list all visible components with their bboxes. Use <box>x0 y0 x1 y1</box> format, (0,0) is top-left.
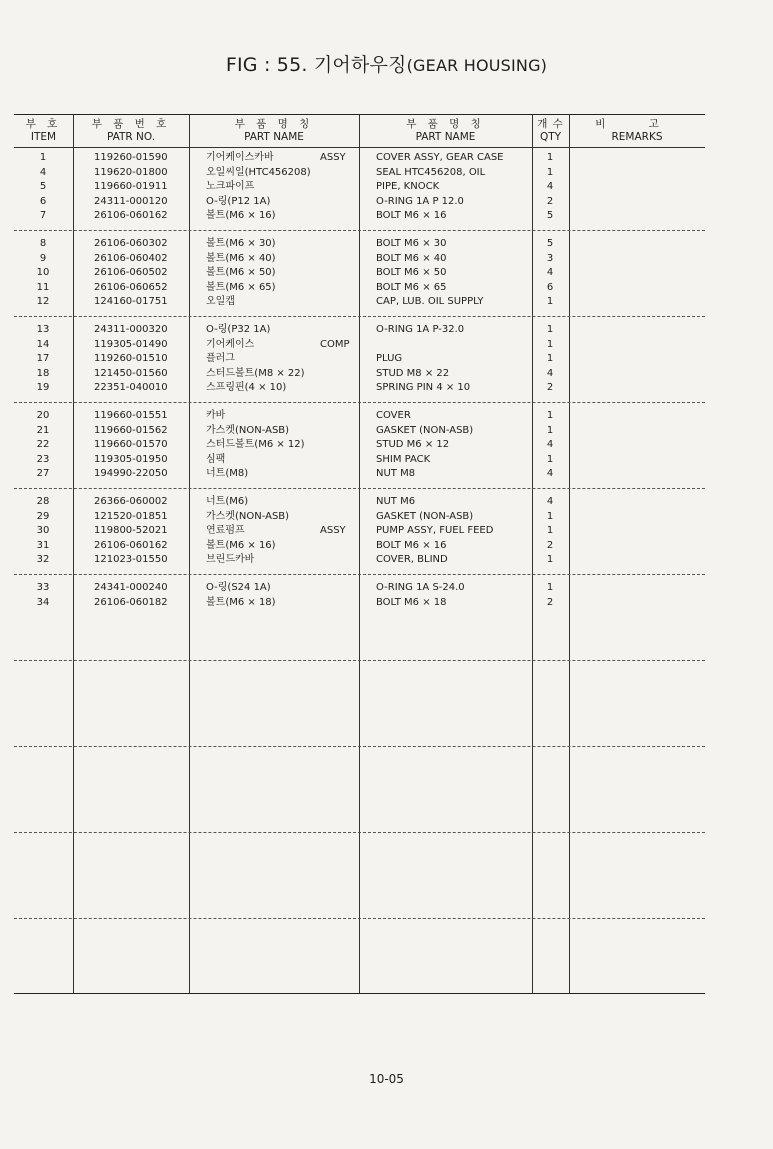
part-number: 119260-01510 <box>94 353 168 365</box>
part-name-english: BOLT M6 × 40 <box>376 252 447 264</box>
part-number: 26106-060182 <box>94 596 168 608</box>
header-rule <box>14 147 705 148</box>
part-name-english: SPRING PIN 4 × 10 <box>376 382 471 394</box>
part-name-english: PIPE, KNOCK <box>376 181 440 193</box>
item-number: 32 <box>36 554 50 566</box>
part-number: 26106-060652 <box>94 281 168 293</box>
quantity: 4 <box>546 468 554 480</box>
table-row <box>14 352 705 367</box>
part-number: 119660-01570 <box>94 439 168 451</box>
part-type-tag: COMP <box>320 338 350 350</box>
quantity: 2 <box>546 195 554 207</box>
part-name-korean: 스터드볼트(M8 × 22) <box>206 367 305 379</box>
item-number: 30 <box>36 525 50 537</box>
part-type-tag: ASSY <box>320 152 346 163</box>
quantity: 1 <box>546 510 554 522</box>
item-number: 17 <box>36 353 50 365</box>
item-number: 6 <box>39 195 47 207</box>
part-number: 119800-52021 <box>94 525 168 537</box>
part-number: 22351-040010 <box>94 382 168 394</box>
quantity: 3 <box>546 252 554 264</box>
part-name-korean: 노크파이프 <box>206 181 255 193</box>
group-separator <box>14 918 705 919</box>
part-name-korean: 볼트(M6 × 16) <box>206 539 276 551</box>
header-qty: 개 수 QTY <box>537 118 564 143</box>
table-row <box>14 539 705 554</box>
part-name-english: GASKET (NON-ASB) <box>376 424 474 436</box>
part-name-korean: 너트(M6) <box>206 496 249 507</box>
part-name-english: BOLT M6 × 50 <box>376 267 447 279</box>
item-number: 14 <box>36 338 50 350</box>
part-name-korean: 스프링핀(4 × 10) <box>206 382 287 394</box>
table-row <box>14 467 705 482</box>
table-row <box>14 266 705 281</box>
group-separator <box>14 574 705 575</box>
item-number: 18 <box>36 367 50 379</box>
part-name-korean: 스터드볼트(M6 × 12) <box>206 439 305 451</box>
part-name-english: COVER ASSY, GEAR CASE <box>376 152 504 163</box>
quantity: 6 <box>546 281 554 293</box>
table-row <box>14 323 705 338</box>
table-row <box>14 209 705 224</box>
group-separator <box>14 230 705 231</box>
table-row <box>14 195 705 210</box>
page-number: 10-05 <box>369 1072 404 1086</box>
part-name-korean: 카바 <box>206 410 226 421</box>
part-number: 121450-01560 <box>94 367 168 379</box>
part-name-korean: 오일캡 <box>206 296 235 308</box>
table-row <box>14 409 705 424</box>
part-name-english: NUT M8 <box>376 468 416 480</box>
part-name-english: BOLT M6 × 30 <box>376 238 447 249</box>
table-row <box>14 438 705 453</box>
page-title-prefix: FIG : 55. 기어하우징 <box>225 54 407 76</box>
quantity: 1 <box>546 324 554 335</box>
part-name-korean: 너트(M8) <box>206 468 249 480</box>
header-remarks: 비 고 REMARKS <box>595 118 679 143</box>
part-name-korean: 연료펌프 <box>206 525 245 537</box>
quantity: 1 <box>546 424 554 436</box>
part-number: 119660-01911 <box>94 181 168 193</box>
quantity: 1 <box>546 166 554 178</box>
part-name-english: STUD M6 × 12 <box>376 439 450 451</box>
item-number: 34 <box>36 596 50 608</box>
part-number: 119660-01551 <box>94 410 168 421</box>
part-name-english: BOLT M6 × 18 <box>376 596 447 608</box>
quantity: 4 <box>546 439 554 451</box>
part-name-english: GASKET (NON-ASB) <box>376 510 474 522</box>
part-name-korean: 기어케이스카바 <box>206 152 274 163</box>
item-number: 33 <box>36 582 50 593</box>
quantity: 1 <box>546 410 554 421</box>
part-name-korean: 기어케이스 <box>206 338 255 350</box>
table-row <box>14 281 705 296</box>
page-title <box>0 50 773 77</box>
quantity: 2 <box>546 539 554 551</box>
item-number: 5 <box>39 181 47 193</box>
header-part-name-ko: 부 품 명 칭 PART NAME <box>234 118 314 143</box>
part-name-korean: 플러그 <box>206 353 235 365</box>
part-number: 26106-060302 <box>94 238 168 249</box>
part-name-korean: 볼트(M6 × 30) <box>206 238 276 249</box>
item-number: 20 <box>36 410 50 421</box>
item-number: 9 <box>39 252 47 264</box>
part-name-english: O-RING 1A P 12.0 <box>376 195 464 207</box>
part-name-korean: 심팩 <box>206 453 226 465</box>
part-name-english: PLUG <box>376 353 403 365</box>
table-row <box>14 381 705 396</box>
item-number: 10 <box>36 267 50 279</box>
quantity: 1 <box>546 525 554 537</box>
page-title-suffix: (GEAR HOUSING) <box>406 56 548 75</box>
part-name-english: CAP, LUB. OIL SUPPLY <box>376 296 484 308</box>
part-name-english: SEAL HTC456208, OIL <box>376 166 486 178</box>
item-number: 1 <box>39 152 47 163</box>
table-row <box>14 581 705 596</box>
quantity: 2 <box>546 596 554 608</box>
part-name-english: PUMP ASSY, FUEL FEED <box>376 525 494 537</box>
part-name-korean: 볼트(M6 × 50) <box>206 267 276 279</box>
part-number: 24341-000240 <box>94 582 168 593</box>
quantity: 2 <box>546 382 554 394</box>
part-number: 26106-060402 <box>94 252 168 264</box>
item-number: 4 <box>39 166 47 178</box>
header-part-name-en: 부 품 명 칭 PART NAME <box>406 118 485 143</box>
table-row <box>14 596 705 611</box>
part-number: 119260-01590 <box>94 152 168 163</box>
table-row <box>14 367 705 382</box>
group-separator <box>14 402 705 403</box>
part-name-english: SHIM PACK <box>376 453 431 465</box>
quantity: 1 <box>546 353 554 365</box>
group-separator <box>14 316 705 317</box>
part-name-korean: 볼트(M6 × 40) <box>206 252 276 264</box>
item-number: 27 <box>36 468 50 480</box>
quantity: 1 <box>546 296 554 308</box>
quantity: 5 <box>546 238 554 249</box>
item-number: 22 <box>36 439 50 451</box>
table-row <box>14 295 705 310</box>
part-number: 26366-060002 <box>94 496 168 507</box>
quantity: 4 <box>546 496 554 507</box>
quantity: 5 <box>546 210 554 222</box>
part-number: 24311-000120 <box>94 195 168 207</box>
item-number: 7 <box>39 210 47 222</box>
part-number: 119660-01562 <box>94 424 168 436</box>
part-name-korean: 볼트(M6 × 18) <box>206 596 276 608</box>
table-row <box>14 424 705 439</box>
part-name-korean: 볼트(M6 × 65) <box>206 281 276 293</box>
part-type-tag: ASSY <box>320 525 346 537</box>
parts-table <box>14 114 705 994</box>
part-name-korean: O-링(P32 1A) <box>206 324 271 335</box>
part-number: 121023-01550 <box>94 554 168 566</box>
part-name-korean: 오일씨일(HTC456208) <box>206 166 311 178</box>
group-separator <box>14 488 705 489</box>
item-number: 11 <box>36 281 50 293</box>
quantity: 1 <box>546 554 554 566</box>
header-item: 부 호 ITEM <box>25 118 62 143</box>
group-separator <box>14 660 705 661</box>
item-number: 28 <box>36 496 50 507</box>
quantity: 4 <box>546 367 554 379</box>
item-number: 12 <box>36 296 50 308</box>
part-number: 119305-01950 <box>94 453 168 465</box>
part-name-english: O-RING 1A P-32.0 <box>376 324 465 335</box>
group-separator <box>14 746 705 747</box>
quantity: 4 <box>546 181 554 193</box>
table-row <box>14 180 705 195</box>
item-number: 13 <box>36 324 50 335</box>
table-row <box>14 166 705 181</box>
table-row <box>14 510 705 525</box>
table-row <box>14 252 705 267</box>
part-number: 124160-01751 <box>94 296 168 308</box>
part-number: 24311-000320 <box>94 324 168 335</box>
quantity: 1 <box>546 338 554 350</box>
part-number: 194990-22050 <box>94 468 168 480</box>
part-number: 26106-060162 <box>94 210 168 222</box>
quantity: 4 <box>546 267 554 279</box>
part-name-korean: 브린드카바 <box>206 554 255 566</box>
item-number: 19 <box>36 382 50 394</box>
item-number: 23 <box>36 453 50 465</box>
table-row <box>14 151 705 166</box>
table-row <box>14 495 705 510</box>
part-name-english: BOLT M6 × 16 <box>376 210 447 222</box>
table-row <box>14 237 705 252</box>
part-name-english: COVER <box>376 410 411 421</box>
part-number: 121520-01851 <box>94 510 168 522</box>
item-number: 21 <box>36 424 50 436</box>
part-name-korean: 가스켓(NON-ASB) <box>206 510 290 522</box>
part-name-english: COVER, BLIND <box>376 554 448 566</box>
quantity: 1 <box>546 152 554 163</box>
part-name-english: BOLT M6 × 65 <box>376 281 447 293</box>
part-number: 119620-01800 <box>94 166 168 178</box>
part-name-korean: O-링(P12 1A) <box>206 195 271 207</box>
part-name-english: STUD M8 × 22 <box>376 367 450 379</box>
table-row <box>14 553 705 568</box>
quantity: 1 <box>546 453 554 465</box>
item-number: 29 <box>36 510 50 522</box>
part-number: 26106-060502 <box>94 267 168 279</box>
part-name-english: O-RING 1A S-24.0 <box>376 582 465 593</box>
part-name-korean: 가스켓(NON-ASB) <box>206 424 290 436</box>
table-row <box>14 524 705 539</box>
part-name-english: NUT M6 <box>376 496 416 507</box>
part-name-english: BOLT M6 × 16 <box>376 539 447 551</box>
table-row <box>14 453 705 468</box>
group-separator <box>14 832 705 833</box>
part-name-korean: 볼트(M6 × 16) <box>206 210 276 222</box>
header-part-no: 부 품 번 호 PATR NO. <box>91 118 171 143</box>
table-row <box>14 338 705 353</box>
part-name-korean: O-링(S24 1A) <box>206 582 271 593</box>
quantity: 1 <box>546 582 554 593</box>
item-number: 8 <box>39 238 47 249</box>
item-number: 31 <box>36 539 50 551</box>
part-number: 26106-060162 <box>94 539 168 551</box>
part-number: 119305-01490 <box>94 338 168 350</box>
